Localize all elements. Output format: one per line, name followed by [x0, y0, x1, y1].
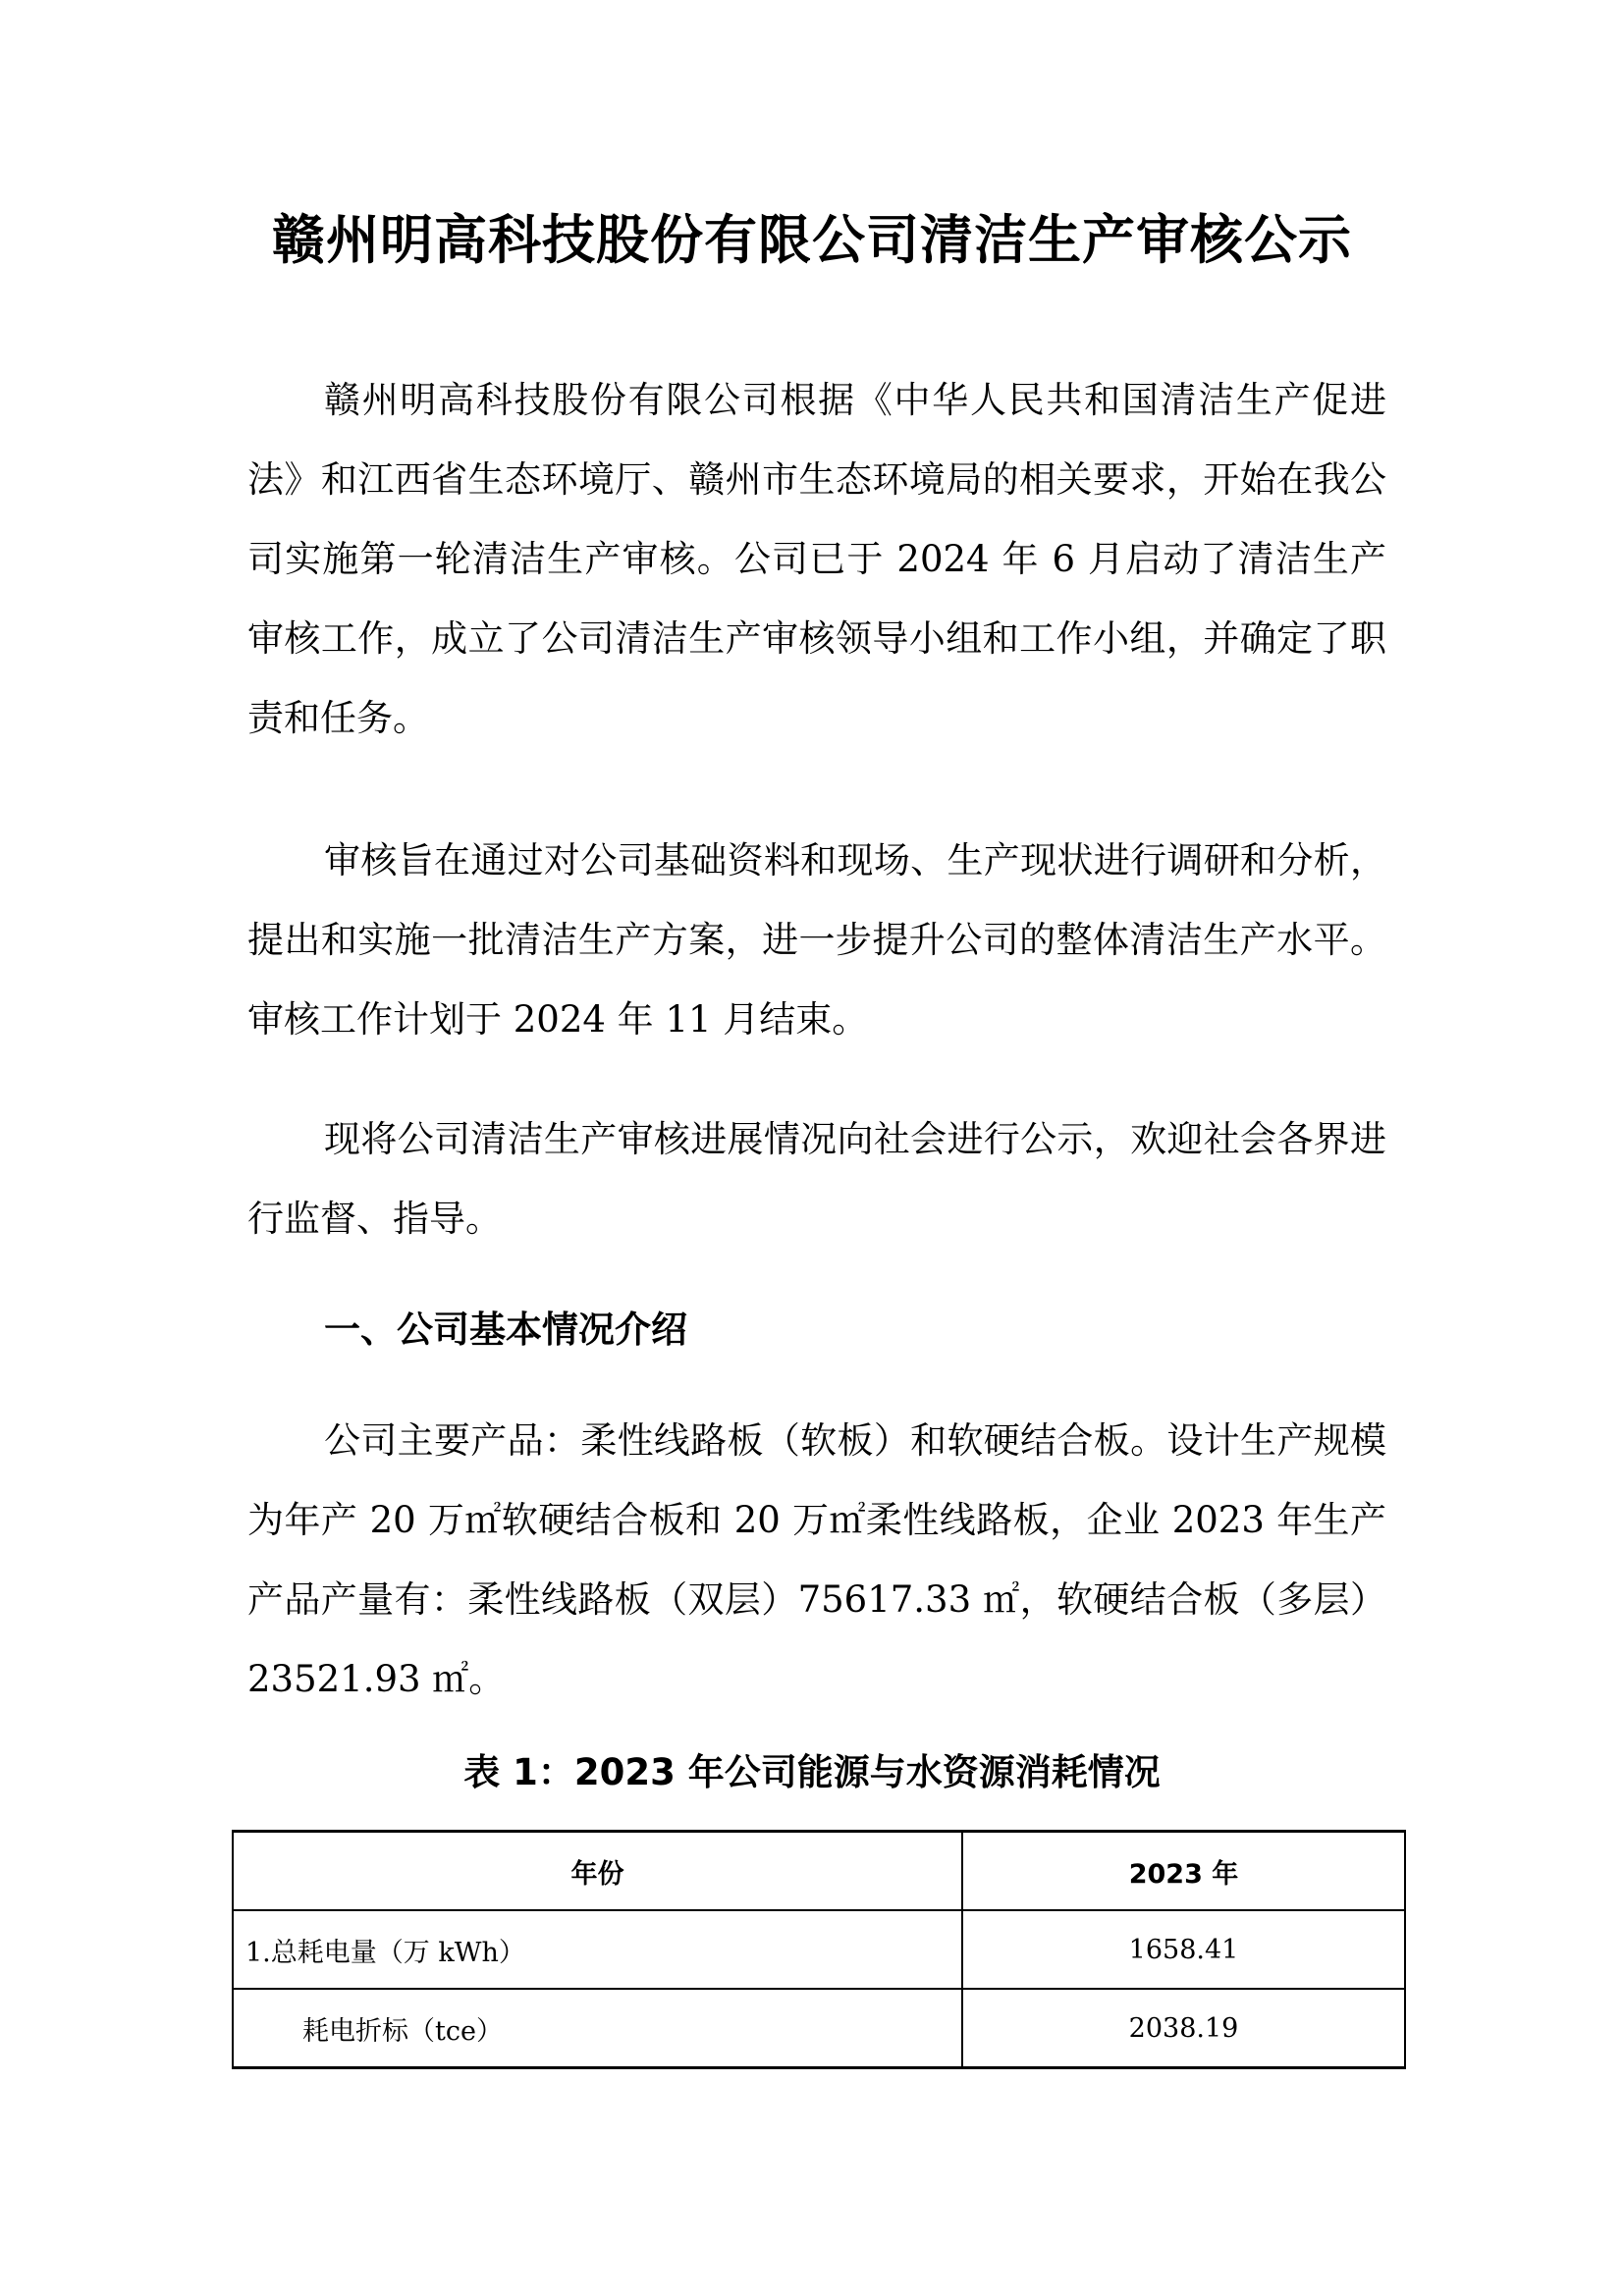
table-header-row	[233, 1832, 1405, 1911]
energy-consumption-table	[232, 1830, 1406, 2069]
header-2023: 2023 年	[962, 1832, 1405, 1911]
table-row	[233, 1910, 1405, 1989]
purpose-paragraph: 审核旨在通过对公司基础资料和现场、生产现状进行调研和分析，提出和实施一批清洁生产方案，进一步提升公司的整体清洁生产水平。审核工作计划于 2024 年 11 月结束。	[247, 839, 1386, 1041]
intro-paragraph: 赣州明高科技股份有限公司根据《中华人民共和国清洁生产促进法》和江西省生态环境厅、赣州市生态环境局的相关要求，开始在我公司实施第一轮清洁生产审核。公司已于 2024 年 6 月启动了清洁生产审核工作，成立了公司清洁生产审核领导小组和工作小组，并确定了职责和任务。	[247, 379, 1386, 739]
row-label: 耗电折标（tce）	[233, 1989, 962, 2068]
section-heading: 一、公司基本情况介绍	[324, 1308, 687, 1351]
row-value: 1658.41	[962, 1910, 1405, 1989]
table-row	[233, 1989, 1405, 2068]
company-info-paragraph: 公司主要产品：柔性线路板（软板）和软硬结合板。设计生产规模为年产 20 万㎡软硬结合板和 20 万㎡柔性线路板，企业 2023 年生产产品产量有：柔性线路板（双层）75617.33 ㎡，软硬结合板（多层）23521.93 ㎡。	[247, 1419, 1386, 1700]
row-label: 1.总耗电量（万 kWh）	[233, 1910, 962, 1989]
page-title: 赣州明高科技股份有限公司清洁生产审核公示	[272, 209, 1352, 271]
notice-paragraph: 现将公司清洁生产审核进展情况向社会进行公示，欢迎社会各界进行监督、指导。	[247, 1118, 1386, 1240]
row-value: 2038.19	[962, 1989, 1405, 2068]
table-caption: 表 1：2023 年公司能源与水资源消耗情况	[463, 1751, 1161, 1793]
header-year: 年份	[233, 1832, 962, 1911]
